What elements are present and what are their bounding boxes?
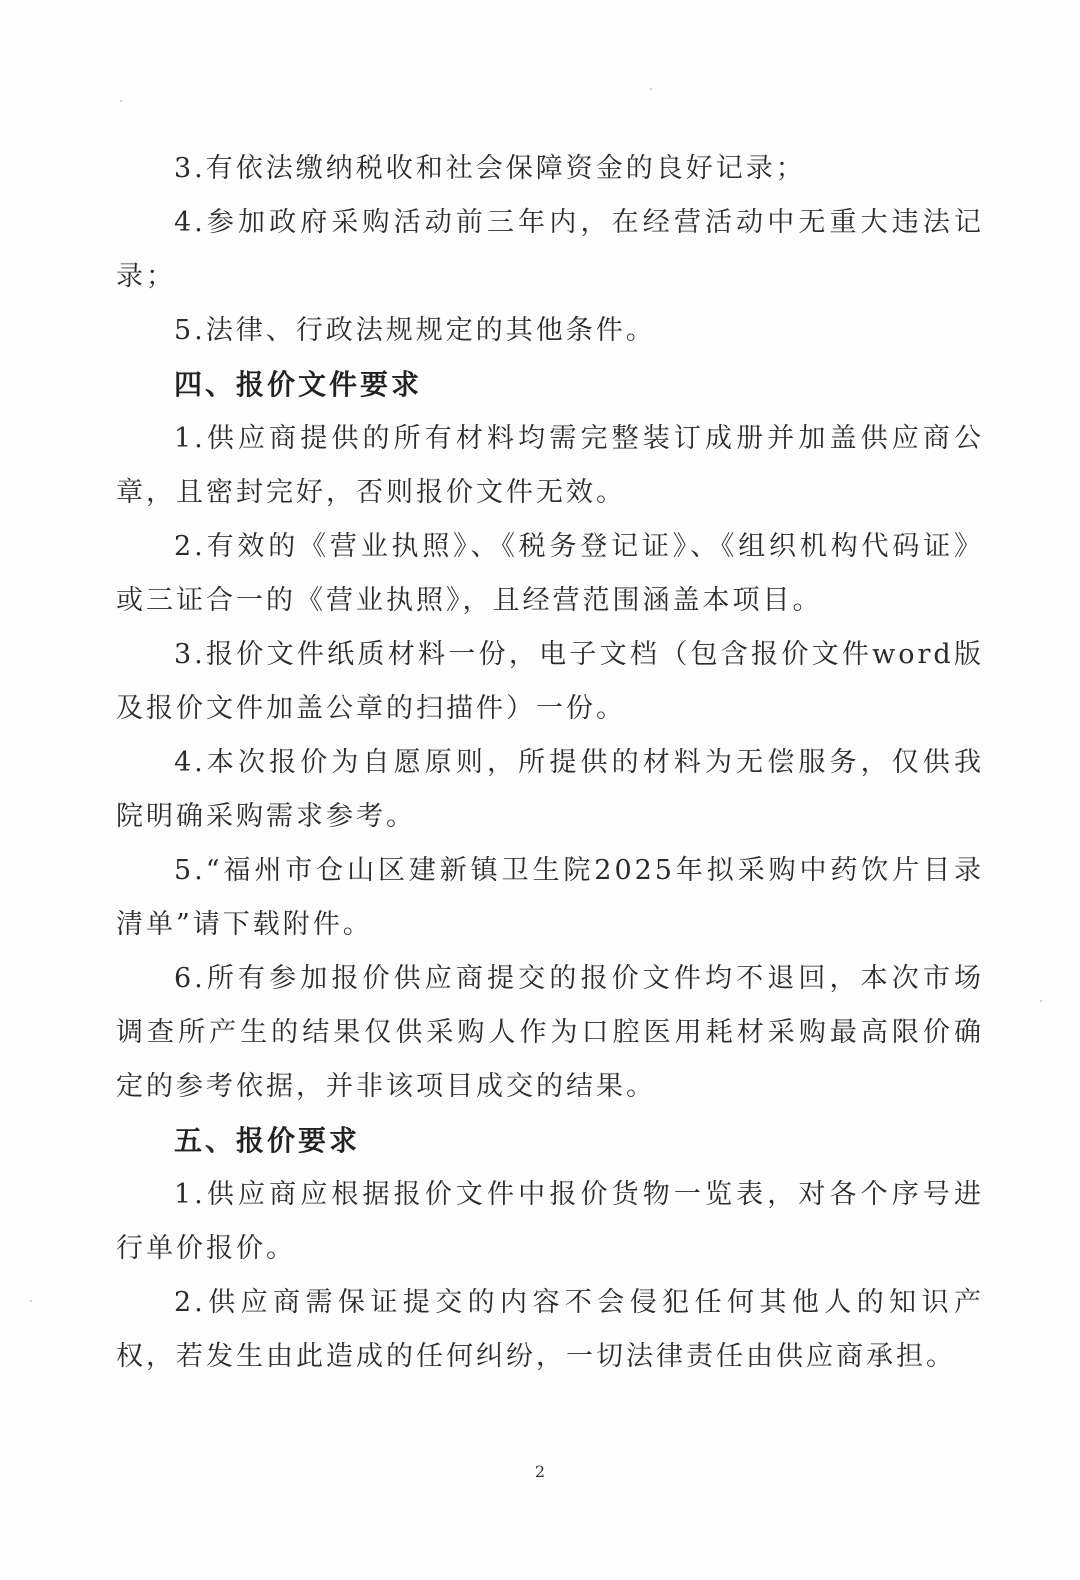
paragraph-item-4: 4.参加政府采购活动前三年内，在经营活动中无重大违法记录； [116,207,984,292]
section5-item-2: 2.供应商需保证提交的内容不会侵犯任何其他人的知识产权，若发生由此造成的任何纠纷，一切法律责任由供应商承担。 [116,1287,984,1372]
section4-item-2: 2.有效的《营业执照》、《税务登记证》、《组织机构代码证》或三证合一的《营业执照》，且经营范围涵盖本项目。 [116,531,984,616]
section4-item-6: 6.所有参加报价供应商提交的报价文件均不退回，本次市场调查所产生的结果仅供采购人作为口腔医用耗材采购最高限价确定的参考依据，并非该项目成交的结果。 [116,963,984,1102]
section-heading-4: 四、报价文件要求 [174,368,423,401]
scan-speck [30,1300,32,1302]
scan-speck [650,88,652,90]
paragraph-item-5: 5.法律、行政法规规定的其他条件。 [174,315,656,346]
document-body [116,142,984,1384]
scan-speck [1040,1000,1042,1002]
section4-item-1: 1.供应商提供的所有材料均需完整装订成册并加盖供应商公章，且密封完好，否则报价文件无效。 [116,423,984,508]
scan-speck [120,100,122,102]
paragraph-item-3: 3.有依法缴纳税收和社会保障资金的良好记录； [174,153,806,184]
section-heading-5: 五、报价要求 [174,1124,361,1157]
section4-item-4: 4.本次报价为自愿原则，所提供的材料为无偿服务，仅供我院明确采购需求参考。 [116,747,984,832]
section5-item-1: 1.供应商应根据报价文件中报价货物一览表，对各个序号进行单价报价。 [116,1179,984,1264]
section4-item-5: 5.“福州市仓山区建新镇卫生院2025年拟采购中药饮片目录清单”请下载附件。 [116,855,984,940]
page-number: 2 [534,1462,546,1481]
section4-item-3: 3.报价文件纸质材料一份，电子文档（包含报价文件word版及报价文件加盖公章的扫描件）一份。 [116,639,984,724]
